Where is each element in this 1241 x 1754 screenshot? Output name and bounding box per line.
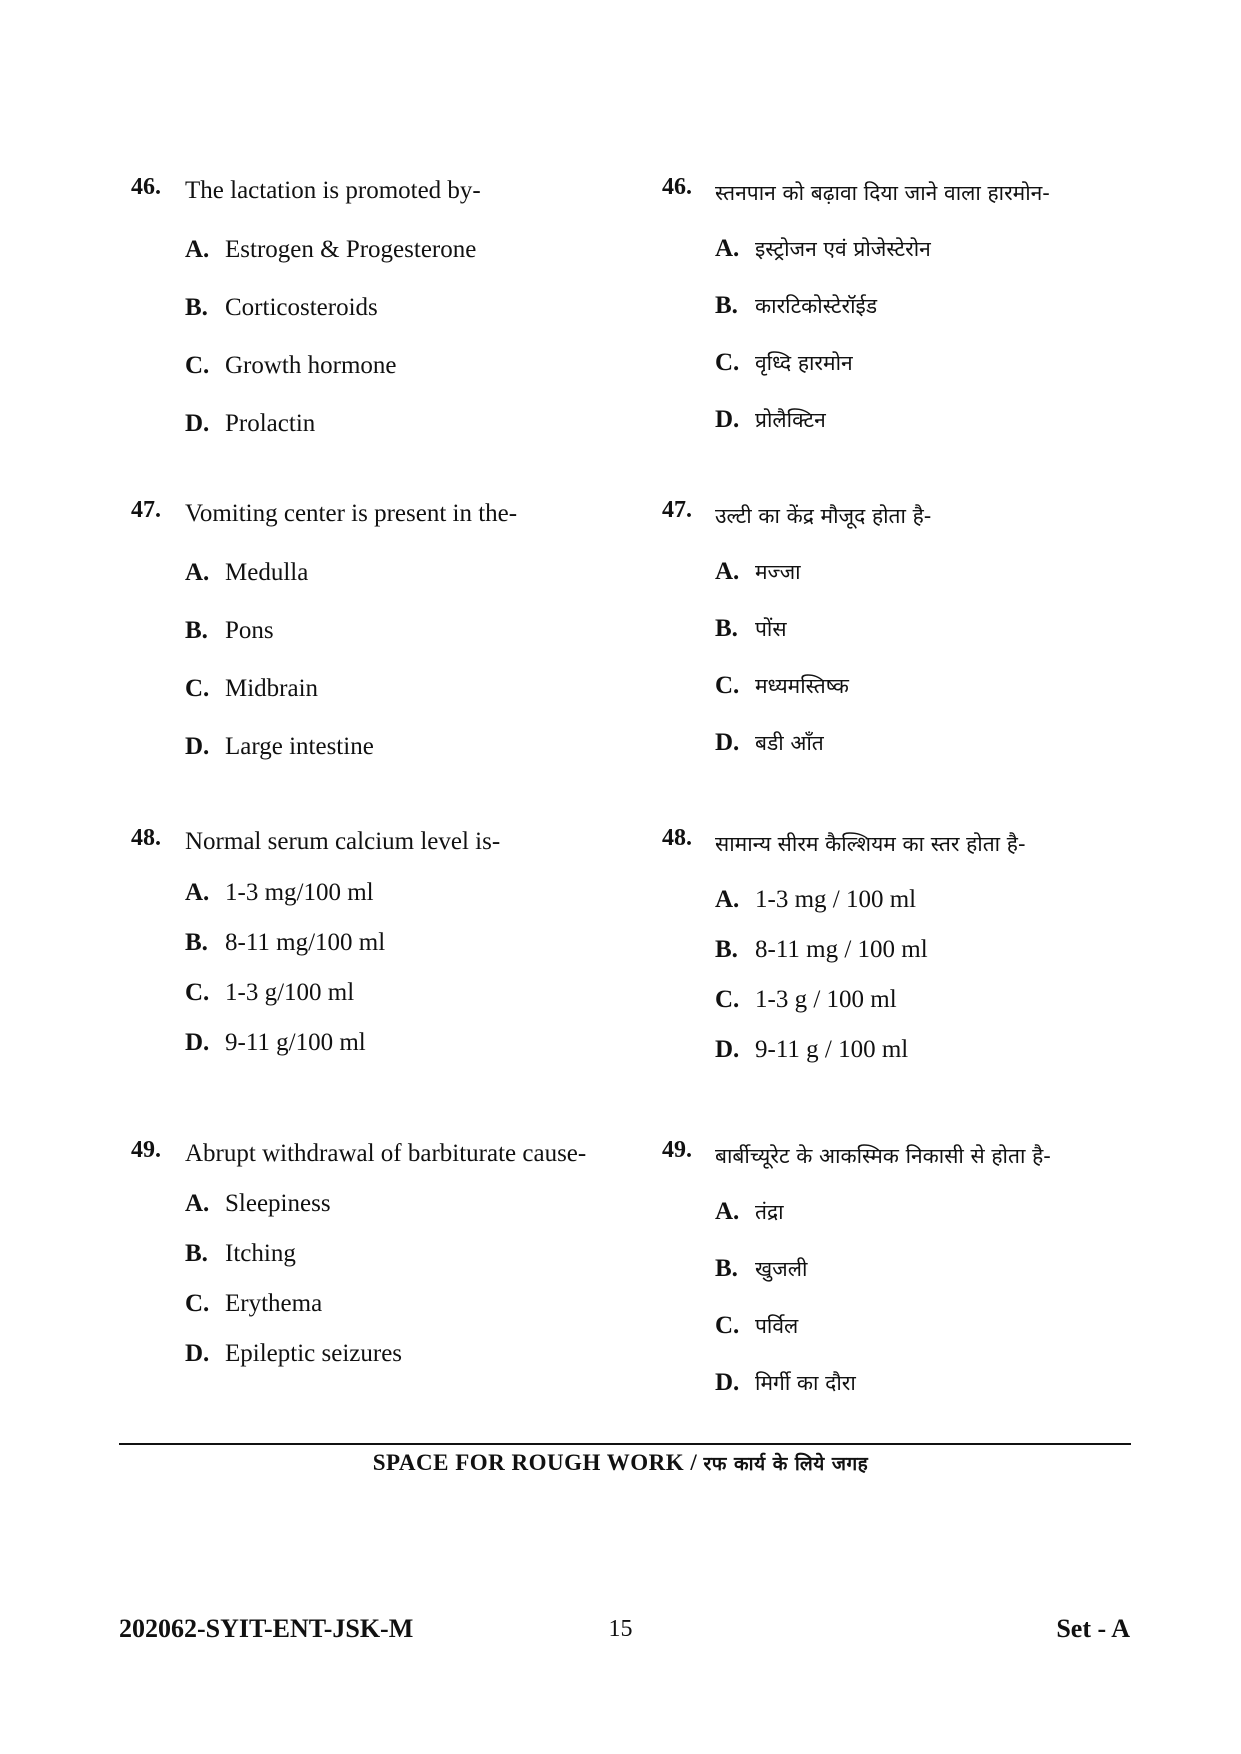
rough-work-heading [0,1450,1241,1476]
option-c: C. 1-3 g / 100 ml [715,986,897,1013]
option-c: C. वृध्दि हारमोन [715,349,853,376]
rough-work-hi: रफ कार्य के लिये जगह [703,1453,869,1475]
question-text: सामान्य सीरम कैल्शियम का स्तर होता है- [715,832,1026,856]
question-number: 48. [131,825,161,851]
question-number: 49. [131,1137,161,1163]
option-b: B. Itching [185,1240,296,1267]
option-c: C. Midbrain [185,675,319,702]
question-number: 47. [131,497,161,523]
option-a: A. Medulla [185,559,309,586]
option-d: D. मिर्गी का दौरा [715,1369,856,1396]
option-b: B. Pons [185,617,274,644]
question-text: स्तनपान को बढ़ावा दिया जाने वाला हारमोन- [715,181,1050,205]
option-b: B. 8-11 mg / 100 ml [715,936,928,963]
option-d: D. Epileptic seizures [185,1340,403,1367]
question-number: 49. [662,1137,692,1163]
option-b: B. Corticosteroids [185,294,378,321]
option-a: A. Sleepiness [185,1190,331,1217]
question-text: बार्बीच्यूरेट के आकस्मिक निकासी से होता है- [715,1144,1051,1168]
option-b: B. 8-11 mg/100 ml [185,929,386,956]
paper-code: 202062-SYIT-ENT-JSK-M [119,1614,414,1643]
option-b: B. पोंस [715,615,787,642]
option-d: D. Large intestine [185,733,374,760]
option-a: A. तंद्रा [715,1198,784,1225]
option-b: B. खुजली [715,1255,808,1282]
option-c: C. Erythema [185,1290,323,1317]
question-number: 47. [662,497,692,523]
option-b: B. कारटिकोस्टेरॉईड [715,292,878,319]
option-d: D. 9-11 g/100 ml [185,1029,366,1056]
page-number: 15 [608,1616,633,1642]
option-d: D. प्रोलैक्टिन [715,406,826,433]
question-number: 48. [662,825,692,851]
option-a: A. Estrogen & Progesterone [185,236,477,263]
option-c: C. Growth hormone [185,352,397,379]
option-c: C. मध्यमस्तिष्क [715,672,849,699]
option-d: D. बडी आँत [715,729,824,756]
option-c: C. पर्विल [715,1312,799,1339]
option-a: A. इस्ट्रोजन एवं प्रोजेस्टेरोन [715,235,931,262]
rough-work-en: SPACE FOR ROUGH WORK / [372,1450,698,1475]
question-text: Vomiting center is present in the- [185,500,518,527]
question-number: 46. [662,174,692,200]
question-text: Abrupt withdrawal of barbiturate cause- [185,1140,587,1167]
option-a: A. 1-3 mg / 100 ml [715,886,917,913]
question-text: उल्टी का केंद्र मौजूद होता है- [715,504,932,528]
option-d: D. Prolactin [185,410,316,437]
option-a: A. मज्जा [715,558,801,585]
option-a: A. 1-3 mg/100 ml [185,879,374,906]
question-number: 46. [131,174,161,200]
divider-line [119,1443,1131,1445]
set-label: Set - A [1056,1614,1130,1643]
option-d: D. 9-11 g / 100 ml [715,1036,909,1063]
option-c: C. 1-3 g/100 ml [185,979,355,1006]
question-text: The lactation is promoted by- [185,177,481,204]
question-text: Normal serum calcium level is- [185,828,501,855]
